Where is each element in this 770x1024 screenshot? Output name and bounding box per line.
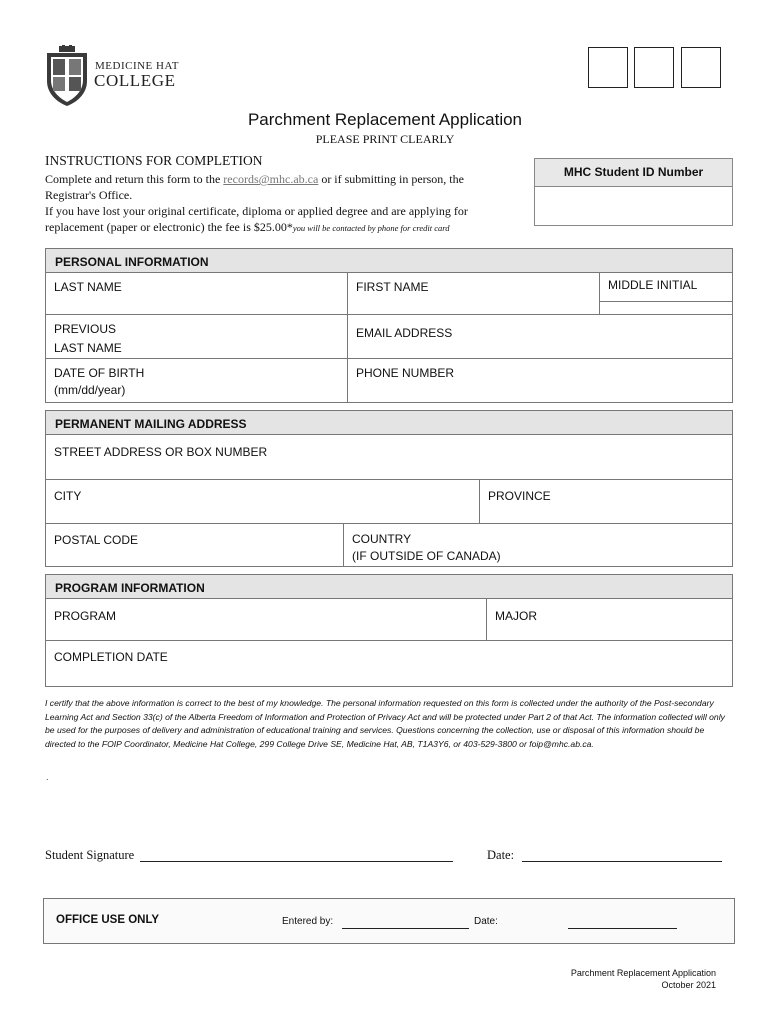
office-box-3[interactable] [681, 47, 721, 88]
phone-number-label: PHONE NUMBER [356, 366, 455, 380]
instructions-note: you will be contacted by phone for credit card [292, 223, 450, 233]
footer-form-name: Parchment Replacement Application [570, 968, 716, 978]
street-address-label: STREET ADDRESS OR BOX NUMBER [54, 445, 268, 459]
student-signature-label: Student Signature [45, 848, 135, 862]
postal-code-field[interactable] [45, 523, 344, 567]
province-label: PROVINCE [488, 489, 551, 503]
previous-label: PREVIOUS [54, 322, 117, 336]
instructions-text-1: Complete and return this form to the [45, 172, 224, 186]
program-field[interactable] [45, 598, 487, 641]
date-format-label: (mm/dd/year) [54, 383, 126, 397]
logo-text-college: COLLEGE [94, 71, 176, 90]
program-label: PROGRAM [54, 609, 117, 623]
city-label: CITY [54, 489, 82, 503]
instructions-text-1-end: or if submitting in person, the Registrar's Office. [45, 172, 464, 202]
completion-date-label: COMPLETION DATE [54, 650, 168, 664]
stray-dot: . [46, 772, 49, 782]
student-signature-line[interactable] [140, 861, 453, 862]
completion-date-field[interactable] [45, 640, 733, 687]
office-use-box [43, 898, 735, 944]
office-date-line[interactable] [568, 928, 677, 929]
middle-initial-field[interactable] [599, 272, 733, 302]
street-address-field[interactable] [45, 434, 733, 480]
first-name-field[interactable] [347, 272, 600, 315]
program-info-heading: PROGRAM INFORMATION [45, 574, 733, 598]
province-field[interactable] [479, 479, 733, 524]
form-subtitle: PLEASE PRINT CLEARLY [315, 132, 455, 146]
middle-initial-extension [599, 301, 733, 315]
city-field[interactable] [45, 479, 480, 524]
date-of-birth-label: DATE OF BIRTH [54, 366, 145, 380]
signature-date-label: Date: [487, 848, 515, 862]
office-date-label: Date: [474, 916, 498, 927]
country-label: COUNTRY [352, 532, 412, 546]
records-email-link[interactable]: records@mhc.ab.ca [223, 172, 319, 186]
footer-form-date: October 2021 [661, 980, 716, 990]
date-of-birth-field[interactable] [45, 358, 348, 403]
middle-initial-label: MIDDLE INITIAL [608, 278, 698, 292]
student-id-field[interactable] [535, 187, 732, 225]
country-note-label: (IF OUTSIDE OF CANADA) [352, 549, 501, 563]
previous-last-name-label: LAST NAME [54, 341, 122, 355]
email-address-field[interactable] [347, 314, 733, 359]
certification-statement: I certify that the above information is correct to the best of my knowledge. The personal information requested on this form is collected under the authority of the Post-secondary Learning Act and Section 33(c) of the Alberta Freedom of Information and Protection of Privacy Act and will be protected under Part 2 of that Act. The information collected will only be used for the purposes of delivery and administration of educational training and services. Questions concerning the collection, use or disposal of this information should be directed to the FOIP Coordinator, Medicine Hat College, 299 College Drive SE, Medicine Hat, AB, T1A3Y6, or 403-529-3800 or foip@mhc.ab.ca. [45, 698, 725, 749]
entered-by-label: Entered by: [282, 916, 334, 927]
college-crest-logo [45, 45, 89, 107]
major-field[interactable] [486, 598, 733, 641]
postal-code-label: POSTAL CODE [54, 533, 139, 547]
signature-date-line[interactable] [522, 861, 722, 862]
instructions-text-2: If you have lost your original certificate, diploma or applied degree and are applying for replacement (paper or electronic) the fee is $25.00* [45, 204, 468, 234]
previous-last-name-field[interactable] [45, 314, 348, 359]
form-title: Parchment Replacement Application [247, 110, 523, 129]
last-name-label: LAST NAME [54, 280, 122, 294]
instructions-heading: INSTRUCTIONS FOR COMPLETION [45, 153, 263, 168]
office-box-1[interactable] [588, 47, 628, 88]
country-field[interactable] [343, 523, 733, 567]
email-address-label: EMAIL ADDRESS [356, 326, 453, 340]
office-box-2[interactable] [634, 47, 674, 88]
mailing-address-heading: PERMANENT MAILING ADDRESS [45, 410, 733, 434]
last-name-field[interactable] [45, 272, 348, 315]
first-name-label: FIRST NAME [356, 280, 429, 294]
student-id-box [534, 158, 733, 226]
student-id-label: MHC Student ID Number [535, 159, 732, 187]
major-label: MAJOR [495, 609, 537, 623]
office-use-label: OFFICE USE ONLY [56, 914, 160, 926]
instructions-body [45, 171, 505, 236]
logo-text-medicine-hat: MEDICINE HAT [95, 60, 179, 72]
entered-by-line[interactable] [342, 928, 469, 929]
phone-number-field[interactable] [347, 358, 733, 403]
personal-info-heading: PERSONAL INFORMATION [45, 248, 733, 272]
